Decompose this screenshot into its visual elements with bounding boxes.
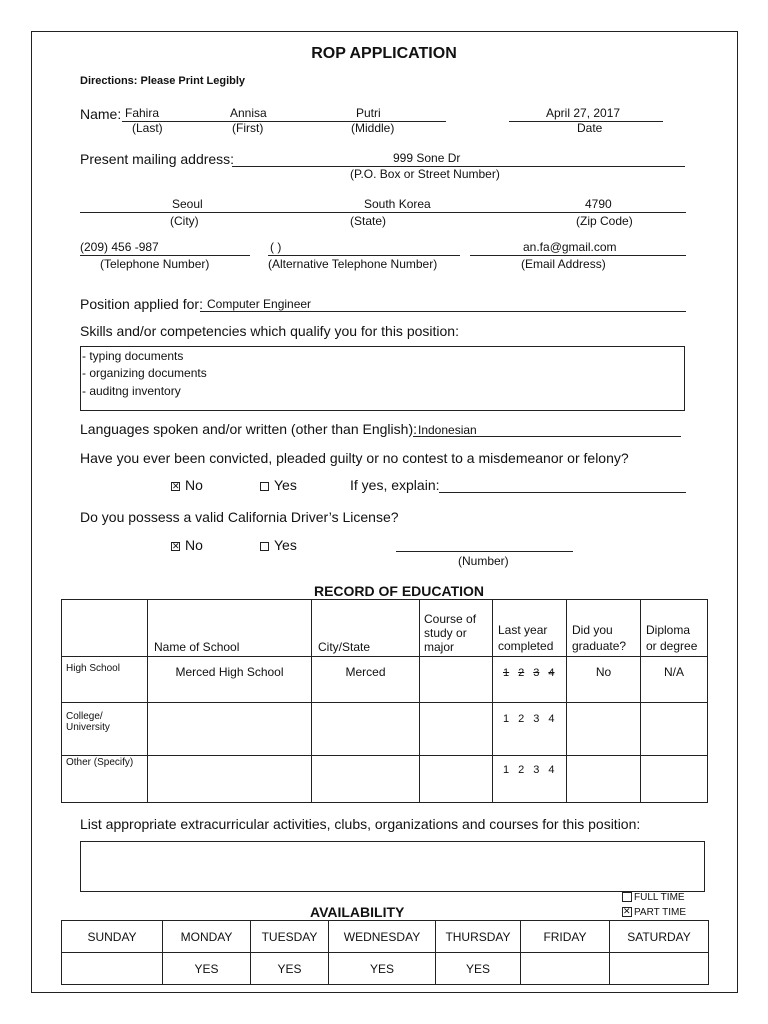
day-value[interactable] (62, 953, 163, 985)
skill-line: - typing documents (82, 349, 184, 363)
conviction-no-option[interactable] (171, 477, 203, 493)
course-cell[interactable] (420, 756, 493, 803)
languages-label: Languages spoken and/or written (other than English): (80, 421, 417, 437)
table-row (62, 703, 708, 756)
header-cell: Name of School (148, 600, 312, 657)
course-cell[interactable] (420, 703, 493, 756)
day-header: WEDNESDAY (329, 921, 436, 953)
full-time-label: FULL TIME (634, 892, 685, 903)
education-table (61, 599, 708, 803)
table-row (62, 756, 708, 803)
day-value[interactable]: YES (251, 953, 329, 985)
first-name-value[interactable]: Annisa (230, 106, 267, 120)
conviction-yes-option[interactable] (260, 477, 297, 493)
years-cell[interactable] (493, 703, 567, 756)
day-header: THURSDAY (436, 921, 521, 953)
diploma-cell[interactable] (641, 703, 708, 756)
checkbox-icon[interactable] (260, 482, 269, 491)
header-cell: Did you graduate? (567, 600, 641, 657)
name-label: Name: (80, 106, 122, 122)
street-caption: (P.O. Box or Street Number) (350, 167, 500, 181)
alt-phone-value[interactable]: ( ) (270, 240, 282, 254)
header-cell: City/State (312, 600, 420, 657)
name-line (122, 121, 446, 122)
day-value[interactable] (521, 953, 610, 985)
year-option[interactable]: 4 (548, 764, 555, 776)
table-row (62, 657, 708, 703)
day-value[interactable] (610, 953, 709, 985)
checkbox-icon[interactable] (622, 892, 632, 902)
state-caption: (State) (350, 214, 387, 228)
diploma-cell[interactable]: N/A (641, 657, 708, 703)
license-number-caption: (Number) (458, 554, 509, 568)
year-option[interactable]: 3 (533, 667, 540, 679)
skill-line: - organizing documents (82, 366, 207, 380)
skills-box[interactable] (80, 346, 685, 411)
skill-line: - auditng inventory (82, 384, 181, 398)
part-time-option[interactable] (622, 907, 686, 918)
year-option[interactable]: 4 (548, 713, 555, 725)
header-cell: Last year completed (493, 600, 567, 657)
position-label: Position applied for: (80, 296, 203, 312)
availability-row (62, 953, 709, 985)
activities-box[interactable] (80, 841, 705, 892)
day-header: SUNDAY (62, 921, 163, 953)
city-cell[interactable] (312, 703, 420, 756)
header-cell: Diploma or degree (641, 600, 708, 657)
date-caption: Date (577, 121, 603, 135)
directions: Directions: Please Print Legibly (80, 75, 246, 87)
level-cell: Other (Specify) (62, 756, 148, 803)
street-value[interactable]: 999 Sone Dr (393, 151, 461, 165)
years-cell[interactable] (493, 756, 567, 803)
license-no-label: No (185, 537, 203, 553)
license-no-option[interactable] (171, 537, 203, 553)
year-option[interactable]: 2 (518, 667, 525, 679)
day-header: FRIDAY (521, 921, 610, 953)
header-cell (62, 600, 148, 657)
day-header: MONDAY (163, 921, 251, 953)
address-label: Present mailing address: (80, 151, 235, 167)
date-value[interactable]: April 27, 2017 (546, 106, 621, 120)
year-option[interactable]: 3 (533, 713, 540, 725)
checkbox-checked-icon[interactable] (171, 482, 180, 491)
day-header: SATURDAY (610, 921, 709, 953)
middle-name-value[interactable]: Putri (356, 106, 381, 120)
explain-line[interactable] (439, 492, 686, 493)
phone-line (80, 255, 250, 256)
day-header: TUESDAY (251, 921, 329, 953)
city-caption: (City) (170, 214, 199, 228)
email-caption: (Email Address) (521, 257, 606, 271)
languages-value[interactable]: Indonesian (418, 423, 477, 437)
availability-title: AVAILABILITY (310, 904, 405, 920)
activities-label: List appropriate extracurricular activities, clubs, organizations and courses for this position: (80, 816, 641, 832)
education-title: RECORD OF EDUCATION (313, 583, 485, 599)
school-cell[interactable]: Merced High School (148, 657, 312, 703)
year-option[interactable]: 3 (533, 764, 540, 776)
level-cell: College/ University (62, 703, 148, 756)
first-caption: (First) (232, 121, 264, 135)
year-option[interactable]: 1 (503, 764, 510, 776)
course-cell[interactable] (420, 657, 493, 703)
diploma-cell[interactable] (641, 756, 708, 803)
middle-caption: (Middle) (351, 121, 395, 135)
graduate-cell[interactable]: No (567, 657, 641, 703)
checkbox-checked-icon[interactable] (171, 542, 180, 551)
email-value[interactable]: an.fa@gmail.com (523, 240, 617, 254)
part-time-label: PART TIME (634, 907, 687, 918)
city-state-line (80, 212, 686, 213)
conviction-question: Have you ever been convicted, pleaded guilty or no contest to a misdemeanor or felony? (80, 450, 629, 466)
skills-label: Skills and/or competencies which qualify you for this position: (80, 323, 459, 339)
license-yes-option[interactable] (260, 537, 297, 553)
alt-phone-line (268, 255, 460, 256)
checkbox-icon[interactable] (260, 542, 269, 551)
city-value[interactable]: Seoul (172, 197, 203, 211)
graduate-cell[interactable] (567, 756, 641, 803)
day-value[interactable]: YES (163, 953, 251, 985)
day-value[interactable]: YES (436, 953, 521, 985)
checkbox-checked-icon[interactable] (622, 907, 632, 917)
conviction-no-label: No (185, 477, 203, 493)
full-time-option[interactable] (622, 892, 685, 903)
position-line (200, 311, 686, 312)
phone-caption: (Telephone Number) (100, 257, 210, 271)
level-cell: High School (62, 657, 148, 703)
header-cell: Course of study or major (420, 600, 493, 657)
conviction-yes-label: Yes (274, 477, 297, 493)
position-value[interactable]: Computer Engineer (207, 297, 312, 311)
alt-phone-caption: (Alternative Telephone Number) (268, 257, 438, 271)
education-header-row (62, 600, 708, 657)
city-cell[interactable]: Merced (312, 657, 420, 703)
license-number-line[interactable] (396, 551, 573, 552)
year-option[interactable]: 1 (503, 667, 510, 679)
years-cell[interactable] (493, 657, 567, 703)
availability-table (61, 920, 709, 985)
days-row (62, 921, 709, 953)
year-option[interactable]: 4 (548, 667, 555, 679)
form-title: ROP APPLICATION (311, 45, 457, 62)
year-option[interactable]: 2 (518, 713, 525, 725)
license-question: Do you possess a valid California Driver’s License? (80, 509, 399, 525)
state-value[interactable]: South Korea (364, 197, 431, 211)
day-value[interactable]: YES (329, 953, 436, 985)
explain-label: If yes, explain: (350, 477, 440, 493)
school-cell[interactable] (148, 703, 312, 756)
last-caption: (Last) (132, 121, 163, 135)
zip-caption: (Zip Code) (576, 214, 633, 228)
last-name-value[interactable]: Fahira (125, 106, 160, 120)
school-cell[interactable] (148, 756, 312, 803)
graduate-cell[interactable] (567, 703, 641, 756)
email-line (470, 255, 686, 256)
license-yes-label: Yes (274, 537, 297, 553)
year-option[interactable]: 1 (503, 713, 510, 725)
year-option[interactable]: 2 (518, 764, 525, 776)
phone-value[interactable]: (209) 456 -987 (80, 240, 159, 254)
city-cell[interactable] (312, 756, 420, 803)
zip-value[interactable]: 4790 (585, 197, 612, 211)
